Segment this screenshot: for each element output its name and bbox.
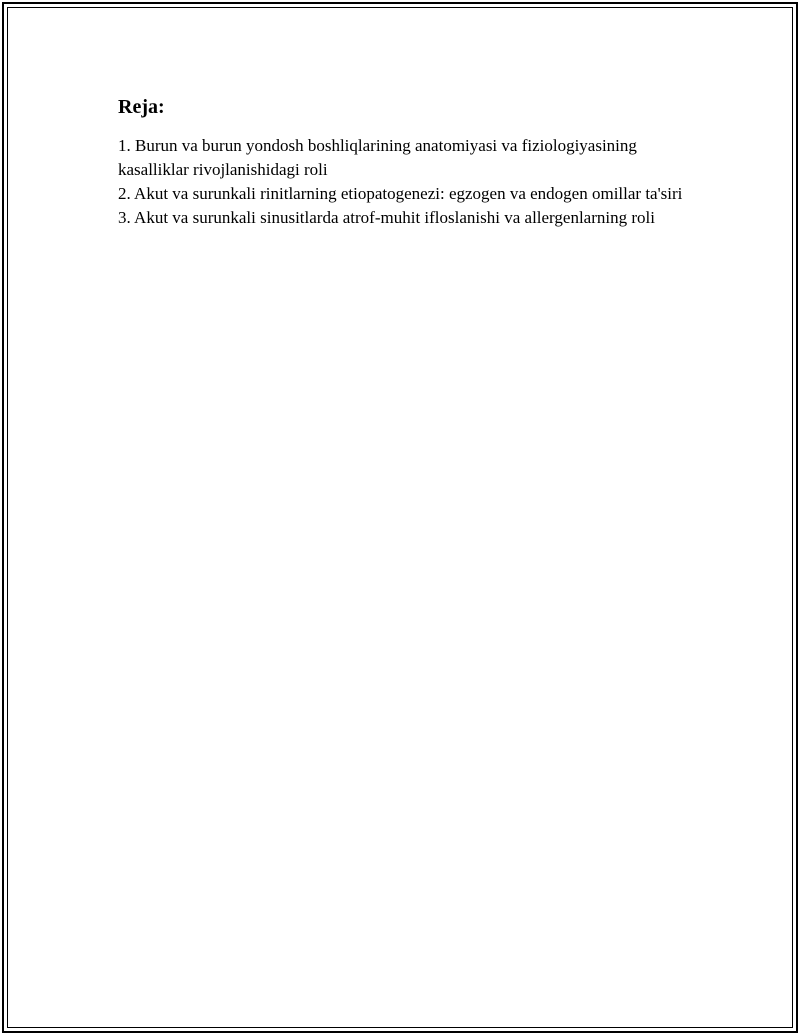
- plan-item-1: 1. Burun va burun yondosh boshliqlarining anatomiyasi va fiziologiyasining kasalliklar rivojlanishidagi roli: [118, 136, 637, 179]
- plan-heading: Reja:: [118, 96, 165, 118]
- document-body: [118, 94, 693, 230]
- plan-list: [118, 134, 693, 230]
- plan-item-2: 2. Akut va surunkali rinitlarning etiopatogenezi: egzogen va endogen omillar ta'siri: [118, 184, 683, 203]
- plan-item-3: 3. Akut va surunkali sinusitlarda atrof-muhit ifloslanishi va allergenlarning roli: [118, 208, 655, 227]
